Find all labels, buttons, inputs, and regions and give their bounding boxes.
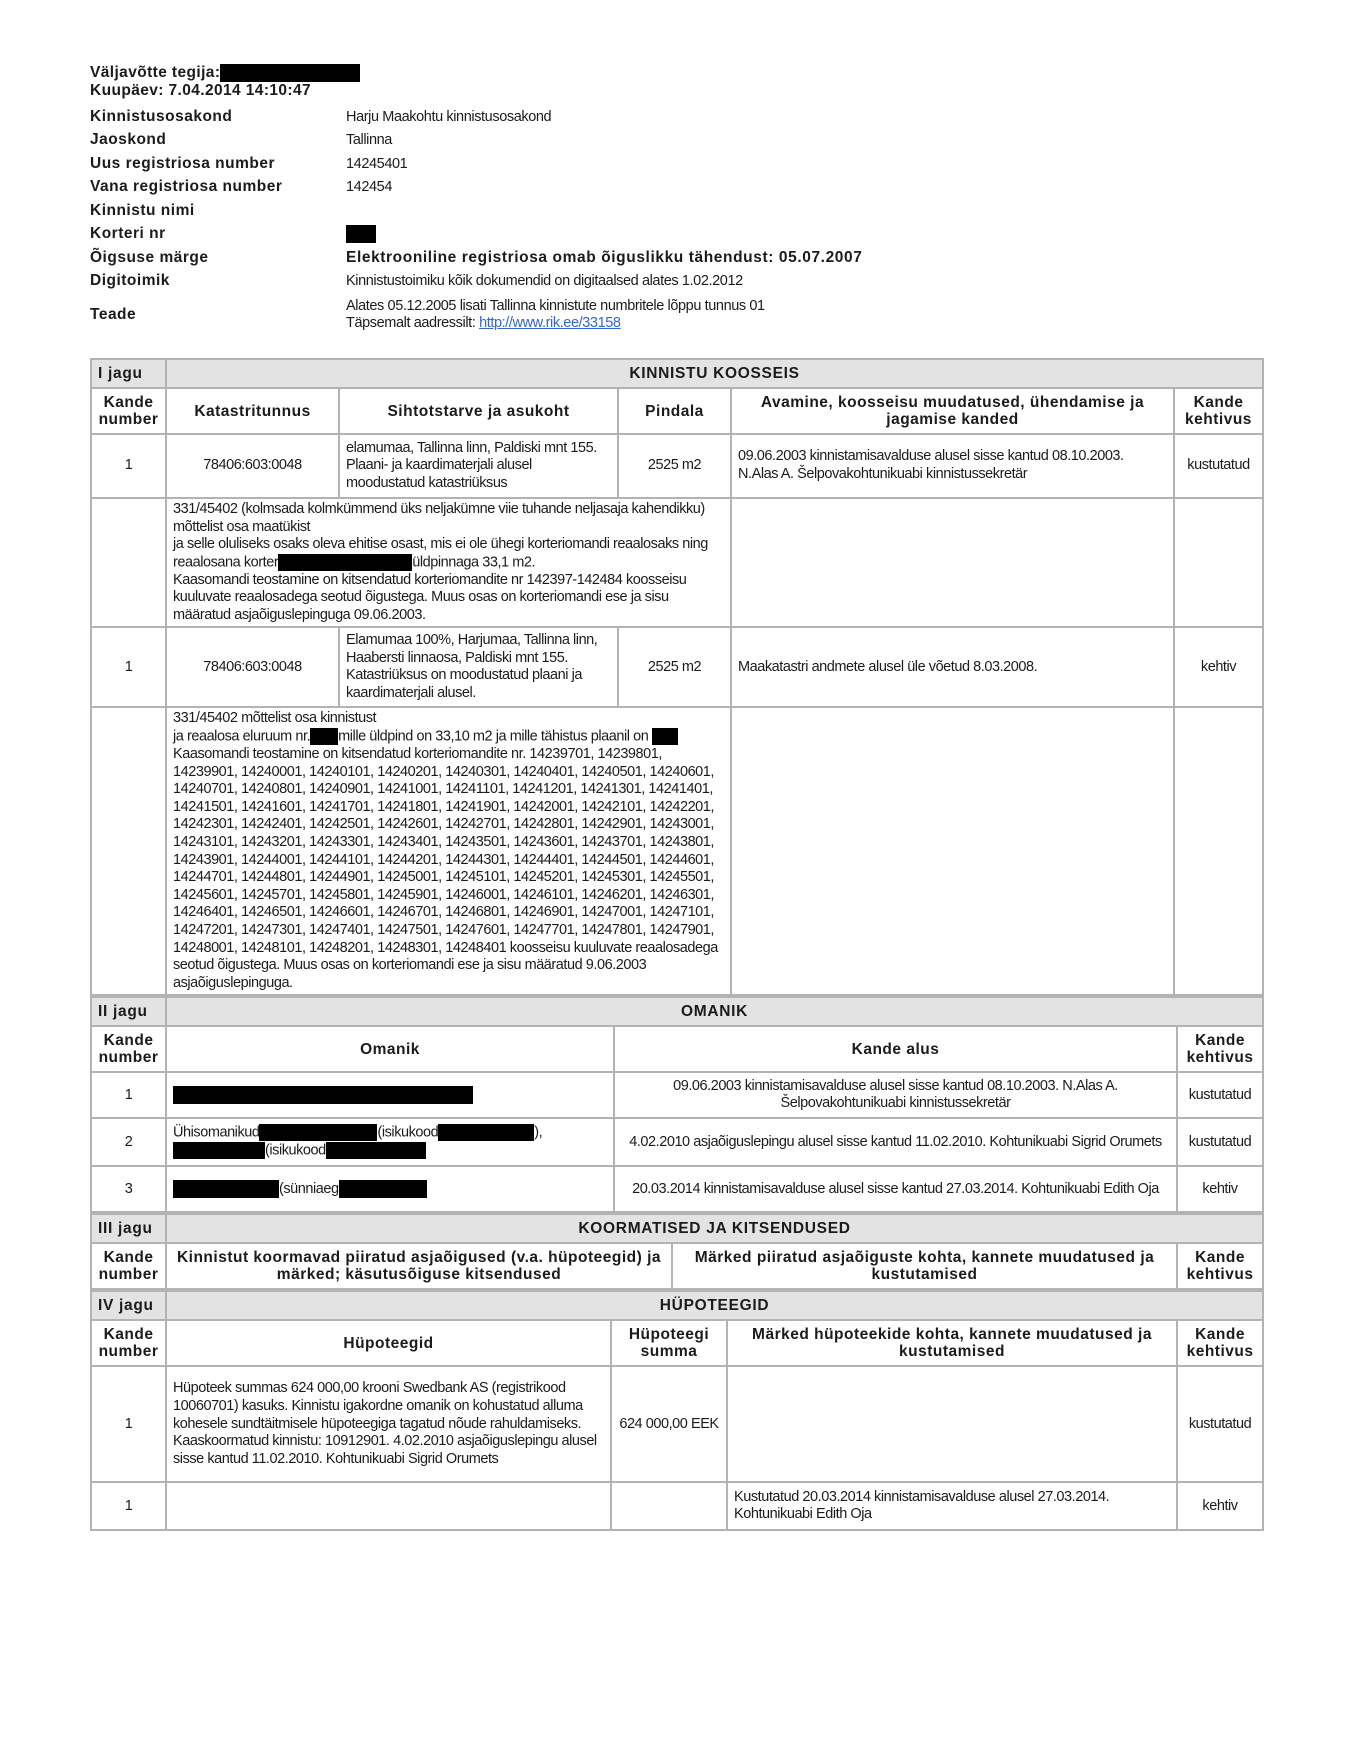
meta-row-teade <box>90 296 1262 334</box>
col-header: Kande alus <box>614 1026 1177 1072</box>
mortgage-sum: 624 000,00 EEK <box>611 1366 727 1482</box>
part2-table <box>90 996 1264 1213</box>
entry-number: 1 <box>91 1072 166 1118</box>
section-title: KOORMATISED JA KITSENDUSED <box>166 1214 1263 1243</box>
table-row <box>91 498 1263 627</box>
owner: Ühisomanikud (isikukood ), (isikukood <box>166 1118 614 1166</box>
entry-validity: kehtiv <box>1177 1166 1263 1212</box>
table-row <box>91 627 1263 707</box>
meta-value: 142454 <box>346 179 392 196</box>
entry-number: 1 <box>91 1366 166 1482</box>
redacted-block <box>310 728 338 745</box>
redacted-block <box>438 1124 534 1141</box>
owner: (sünniaeg <box>166 1166 614 1212</box>
share-description: 331/45402 (kolmsada kolmkümmend üks neljakümne viie tuhande neljasaja kahendikku) mõttelist osa maatükist ja selle oluliseks osaks oleva ehitise osast, mis ei ole ühegi korteriomandi reaalosaks ning reaalosana korter üldpinnaga 33,1 m2. Kaasomandi teostamine on kitsendatud korteriomandite nr 142397-142484 koosseisu kuuluvate reaalosadega seotud õigustega. Muus osas on korteriomandi ese ja sisu määratud asjaõiguslepinguga 09.06.2003. <box>166 498 731 627</box>
table-row <box>91 1118 1263 1166</box>
col-header: Kande number <box>91 1243 166 1289</box>
col-header: Katastritunnus <box>166 388 339 434</box>
table-row <box>91 434 1263 498</box>
purpose-location: Elamumaa 100%, Harjumaa, Tallinna linn, Haabersti linnaosa, Paldiski mnt 155. Katastriüksus on moodustatud plaani ja kaardimaterjali alusel. <box>339 627 618 707</box>
table-row <box>91 1072 1263 1118</box>
entry-validity: kustutatud <box>1177 1366 1263 1482</box>
meta-value: 14245401 <box>346 155 408 172</box>
entry-number: 1 <box>91 1482 166 1530</box>
purpose-location: elamumaa, Tallinna linn, Paldiski mnt 155. Plaani- ja kaardimaterjali alusel moodustatud katastriüksus <box>339 434 618 498</box>
table-row <box>91 1166 1263 1212</box>
meta-row-digitoimik <box>90 270 1262 294</box>
meta-value: Elektrooniline registriosa omab õiguslikku tähendust: 05.07.2007 <box>346 248 863 266</box>
part1-table <box>90 358 1264 996</box>
meta-label: Korteri nr <box>90 225 166 243</box>
redacted-block <box>173 1142 265 1159</box>
mortgage-text: Hüpoteek summas 624 000,00 krooni Swedbank AS (registrikood 10060701) kasuks. Kinnistu igakordne omanik on kohustatud alluma kohesele sundtäitmisele hüpoteegiga tagatud nõude rahuldamiseks. Kaaskoormatud kinnistu: 10912901. 4.02.2010 asjaõiguslepingu alusel sisse kantud 11.02.2010. Kohtunikuabi Sigrid Orumets <box>166 1366 611 1482</box>
mortgage-marks: Kustutatud 20.03.2014 kinnistamisavalduse alusel 27.03.2014. Kohtunikuabi Edith Oja <box>727 1482 1177 1530</box>
extract-page <box>90 64 1262 1531</box>
section-title: OMANIK <box>166 997 1263 1026</box>
meta-label: Õigsuse märge <box>90 248 209 266</box>
entry-number: 1 <box>91 627 166 707</box>
col-header: Kande kehtivus <box>1174 388 1263 434</box>
meta-label: Teade <box>90 306 137 323</box>
col-header: Kande number <box>91 1026 166 1072</box>
share-description: 331/45402 mõttelist osa kinnistust ja reaalosa eluruum nr. mille üldpind on 33,10 m2 ja mille tähistus plaanil on Kaasomandi teostamine on kitsendatud korteriomandite nr. 14239701, 14239801, 14239901, 14240001, 14240101, 14240201, 14240301, 14240401, 14240501, 14240601, 14240701, 14240801, 14240901, 14241001, 14241101, 14241201, 14241301, 14241401, 14241501, 14241601, 14241701, 14241801, 14241901, 14242001, 14242101, 14242201, 14242301, 14242401, 14242501, 14242601, 14242701, 14242801, 14242901, 14243001, 14243101, 14243201, 14243301, 14243401, 14243501, 14243601, 14243701, 14243801, 14243901, 14244001, 14244101, 14244201, 14244301, 14244401, 14244501, 14244601, 14244701, 14244801, 14244901, 14245001, 14245101, 14245201, 14245301, 14245501, 14245601, 14245701, 14245801, 14245901, 14246001, 14246101, 14246201, 14246301, 14246401, 14246501, 14246601, 14246701, 14246801, 14246901, 14247001, 14247101, 14247201, 14247301, 14247401, 14247501, 14247601, 14247701, 14247801, 14247901, 14248001, 14248101, 14248201, 14248301, 14248401 koosseisu kuuluvate reaalosadega seotud õigustega. Muus osas on korteriomandi ese ja sisu määratud 9.06.2003 asjaõiguslepinguga. <box>166 707 731 995</box>
notice-link[interactable]: http://www.rik.ee/33158 <box>479 315 621 331</box>
meta-row-osakond <box>90 105 1262 129</box>
col-header: Avamine, koosseisu muudatused, ühendamise ja jagamise kanded <box>731 388 1174 434</box>
col-header: Kande number <box>91 388 166 434</box>
section-title: KINNISTU KOOSSEIS <box>166 359 1263 388</box>
maker-label: Väljavõtte tegija: <box>90 64 221 82</box>
section-label: IV jagu <box>91 1291 166 1320</box>
entry-validity: kehtiv <box>1177 1482 1263 1530</box>
redacted-block <box>259 1124 377 1141</box>
meta-row-oigsus <box>90 246 1262 270</box>
entry-validity: kustutatud <box>1174 434 1263 498</box>
meta-row-korter <box>90 223 1262 247</box>
entry-basis: 09.06.2003 kinnistamisavalduse alusel sisse kantud 08.10.2003. N.Alas A. Šelpovakohtunikuabi kinnistussekretär <box>614 1072 1177 1118</box>
section-title: HÜPOTEEGID <box>166 1291 1263 1320</box>
col-header: Hüpoteegid <box>166 1320 611 1366</box>
redacted-block <box>173 1086 473 1104</box>
col-header: Kande kehtivus <box>1177 1026 1263 1072</box>
table-row <box>91 1366 1263 1482</box>
redacted-block <box>326 1142 426 1159</box>
registry-meta <box>90 105 1262 334</box>
col-header: Kande kehtivus <box>1177 1320 1263 1366</box>
section-label: III jagu <box>91 1214 166 1243</box>
meta-value: Tallinna <box>346 132 392 149</box>
col-header: Hüpoteegi summa <box>611 1320 727 1366</box>
owner <box>166 1072 614 1118</box>
redacted-block <box>339 1180 427 1198</box>
section-label: I jagu <box>91 359 166 388</box>
redacted-block <box>346 225 376 243</box>
entry-validity: kustutatud <box>1177 1072 1263 1118</box>
area: 2525 m2 <box>618 434 731 498</box>
col-header: Märked piiratud asjaõiguste kohta, kannete muudatused ja kustutamised <box>672 1243 1177 1289</box>
entry-basis: 4.02.2010 asjaõiguslepingu alusel sisse kantud 11.02.2010. Kohtunikuabi Sigrid Orumets <box>614 1118 1177 1166</box>
redacted-block <box>173 1180 279 1198</box>
part3-table <box>90 1213 1264 1290</box>
redacted-block <box>652 728 678 745</box>
col-header: Pindala <box>618 388 731 434</box>
meta-row-jaoskond <box>90 129 1262 153</box>
table-row <box>91 1482 1263 1530</box>
entry-number: 1 <box>91 434 166 498</box>
part4-table <box>90 1290 1264 1531</box>
meta-label: Digitoimik <box>90 272 170 290</box>
meta-value: Harju Maakohtu kinnistusosakond <box>346 108 552 125</box>
col-header: Sihtotstarve ja asukoht <box>339 388 618 434</box>
col-header: Kande kehtivus <box>1177 1243 1263 1289</box>
maker-line <box>90 64 1262 82</box>
meta-label: Jaoskond <box>90 131 167 149</box>
col-header: Kande number <box>91 1320 166 1366</box>
meta-label: Uus registriosa number <box>90 154 275 172</box>
entry-text: 09.06.2003 kinnistamisavalduse alusel sisse kantud 08.10.2003. N.Alas A. Šelpovakohtunikuabi kinnistussekretär <box>731 434 1174 498</box>
notice-line: Täpsemalt aadressilt: <box>346 315 476 331</box>
meta-label: Kinnistusosakond <box>90 107 233 125</box>
meta-row-kinnistu-nimi <box>90 199 1262 223</box>
cadastre-code: 78406:603:0048 <box>166 627 339 707</box>
entry-validity: kehtiv <box>1174 627 1263 707</box>
entry-validity: kustutatud <box>1177 1118 1263 1166</box>
cadastre-code: 78406:603:0048 <box>166 434 339 498</box>
notice-line: Alates 05.12.2005 lisati Tallinna kinnistute numbritele lõppu tunnus 01 <box>346 298 765 314</box>
col-header: Kinnistut koormavad piiratud asjaõigused (v.a. hüpoteegid) ja märked; käsutusõiguse kitsendused <box>166 1243 672 1289</box>
entry-basis: 20.03.2014 kinnistamisavalduse alusel sisse kantud 27.03.2014. Kohtunikuabi Edith Oja <box>614 1166 1177 1212</box>
redacted-block <box>220 64 360 82</box>
col-header: Omanik <box>166 1026 614 1072</box>
section-label: II jagu <box>91 997 166 1026</box>
meta-value: Kinnistustoimiku kõik dokumendid on digitaalsed alates 1.02.2012 <box>346 273 743 290</box>
entry-number: 3 <box>91 1166 166 1212</box>
extract-header <box>90 64 1262 99</box>
area: 2525 m2 <box>618 627 731 707</box>
date-line: Kuupäev: 7.04.2014 14:10:47 <box>90 82 312 99</box>
meta-label: Vana registriosa number <box>90 178 283 196</box>
meta-row-uus-nr <box>90 152 1262 176</box>
entry-number: 2 <box>91 1118 166 1166</box>
table-row <box>91 707 1263 995</box>
meta-row-vana-nr <box>90 176 1262 200</box>
entry-text: Maakatastri andmete alusel üle võetud 8.03.2008. <box>731 627 1174 707</box>
meta-label: Kinnistu nimi <box>90 201 195 219</box>
col-header: Märked hüpoteekide kohta, kannete muudatused ja kustutamised <box>727 1320 1177 1366</box>
redacted-block <box>278 554 412 571</box>
